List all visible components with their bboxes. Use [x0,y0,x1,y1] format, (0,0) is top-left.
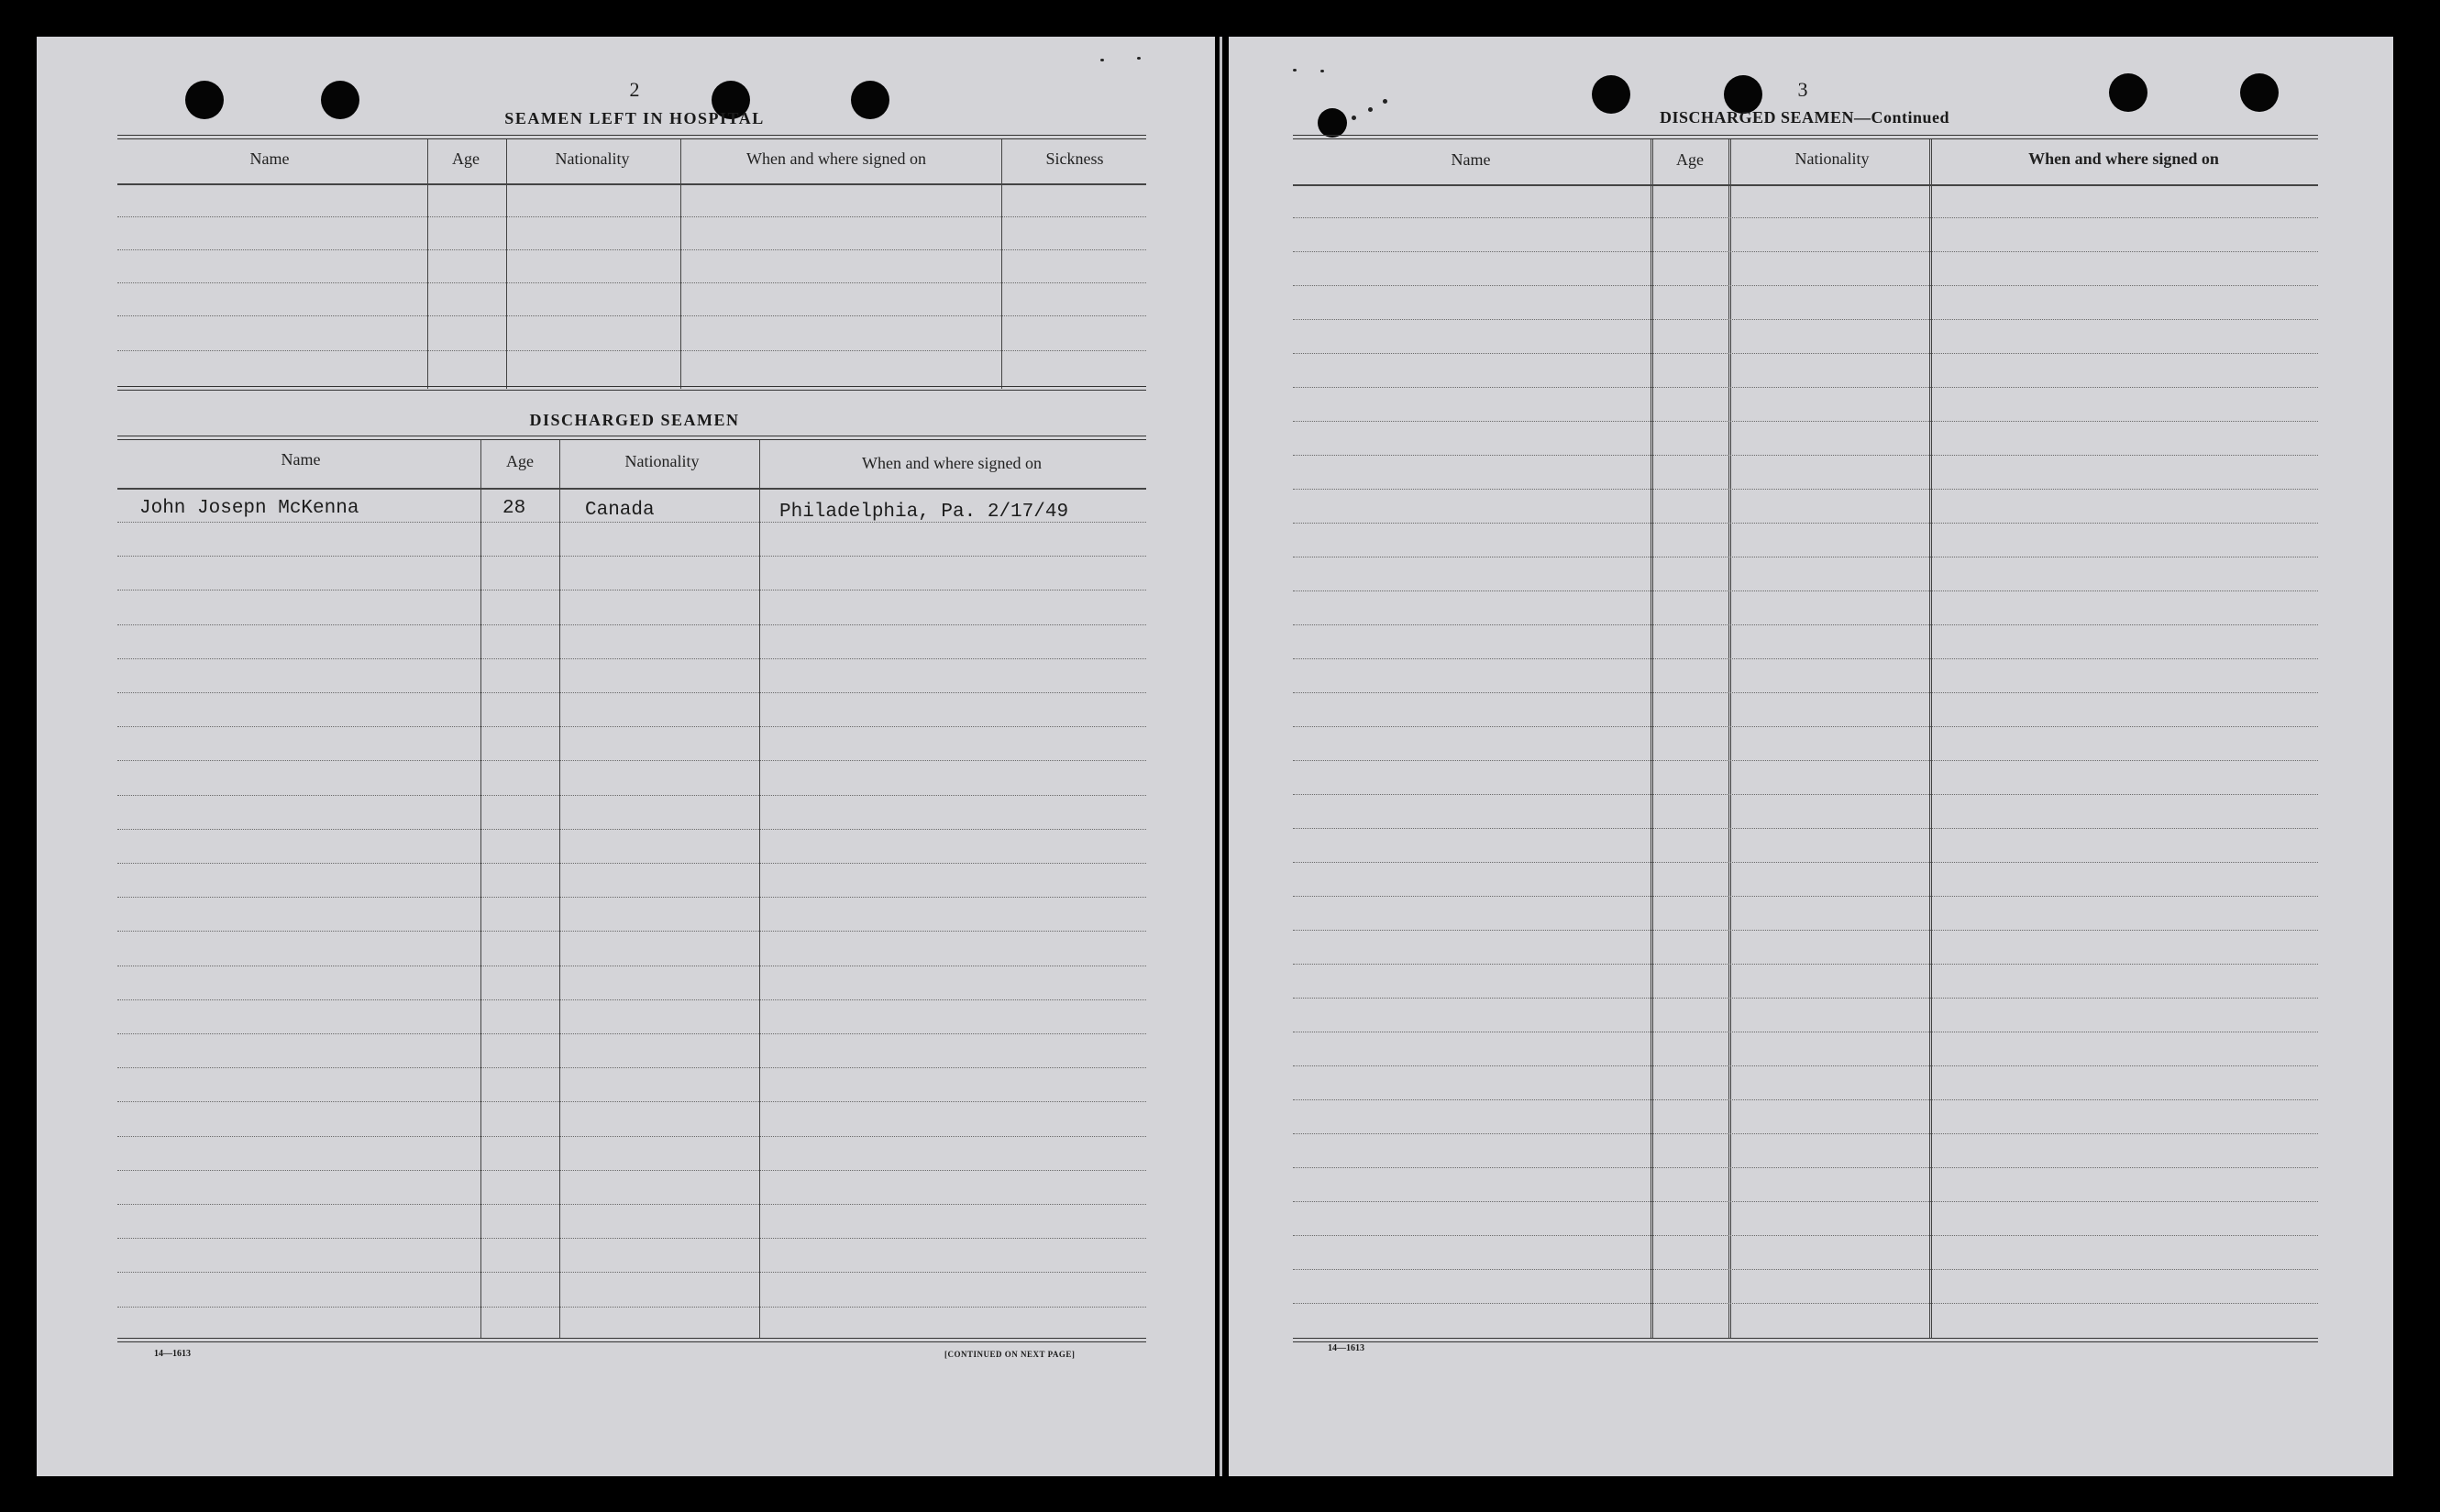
ruled-line [117,760,1146,761]
column-header-nationality: Nationality [624,452,700,470]
ruled-line [117,1136,1146,1137]
seaman-age: 28 [502,498,526,519]
punch-hole [2240,73,2279,112]
ruled-line [117,863,1146,864]
ruled-line [1293,251,2318,252]
section-title-discharged-continued: DISCHARGED SEAMEN—Continued [1659,108,1950,127]
ruled-line [1293,1303,2318,1304]
ruled-line [1293,1201,2318,1202]
column-header-signed-on: When and where signed on [2028,149,2219,168]
ruled-line [1293,285,2318,286]
ruled-line [117,692,1146,693]
page-fold [1220,37,1222,1476]
ruled-line [117,1307,1146,1308]
right-page [1229,37,2393,1476]
ink-speck [1100,59,1104,61]
ruled-line [1293,387,2318,388]
column-header-name: Name [249,149,290,168]
ruled-line [117,1238,1146,1239]
ruled-line [1293,421,2318,422]
ruled-line [117,1101,1146,1102]
ruled-line [117,1033,1146,1034]
ruled-line [1293,455,2318,456]
ruled-line [1293,794,2318,795]
left-page [37,37,1215,1476]
ruled-line [1293,1235,2318,1236]
ruled-line [1293,828,2318,829]
ruled-line [117,931,1146,932]
column-header-name: Name [1451,150,1491,169]
seaman-signed-on: Philadelphia, Pa. 2/17/49 [779,502,1069,523]
ruled-line [1293,896,2318,897]
page-number: 3 [1797,78,1808,101]
ruled-line [1293,726,2318,727]
seaman-name: John Josepn McKenna [139,498,359,519]
ruled-line [1293,862,2318,863]
page-number: 2 [629,78,640,101]
column-header-age: Age [506,452,534,470]
ruled-line [1293,998,2318,999]
ink-speck [1320,70,1324,72]
ruled-line [1293,624,2318,625]
ruled-line [1293,658,2318,659]
ruled-line [117,1170,1146,1171]
ruled-line [1293,1099,2318,1100]
seaman-nationality: Canada [585,500,655,521]
ruled-line [1293,353,2318,354]
ruled-line [1293,217,2318,218]
column-header-signed-on: When and where signed on [746,149,926,168]
ruled-line [117,522,1146,523]
continued-note: [CONTINUED ON NEXT PAGE] [944,1350,1076,1359]
ruled-line [1293,319,2318,320]
ruled-line [117,897,1146,898]
ink-speck [1137,57,1141,60]
ruled-line [1293,1133,2318,1134]
column-header-signed-on: When and where signed on [862,454,1042,472]
ink-speck [1293,69,1297,72]
punch-hole [2109,73,2147,112]
column-header-nationality: Nationality [555,149,630,168]
ruled-line [1293,1167,2318,1168]
column-header-nationality: Nationality [1794,149,1870,168]
column-header-name: Name [281,450,321,469]
ruled-line [1293,523,2318,524]
section-title-hospital: SEAMEN LEFT IN HOSPITAL [504,109,765,127]
ruled-line [117,658,1146,659]
form-code: 14—1613 [1328,1343,1364,1353]
ruled-line [1293,930,2318,931]
ruled-line [1293,760,2318,761]
punch-hole [321,81,359,119]
ink-speck [1383,99,1387,104]
column-header-age: Age [452,149,480,168]
ink-speck [1352,116,1356,120]
punch-hole [851,81,889,119]
ruled-line [117,829,1146,830]
ruled-line [1293,964,2318,965]
ruled-line [117,624,1146,625]
ruled-line [117,1272,1146,1273]
ruled-line [1293,590,2318,591]
form-code: 14—1613 [154,1349,191,1359]
punch-hole [185,81,224,119]
ruled-line [117,795,1146,796]
ruled-line [117,1204,1146,1205]
ruled-line [117,999,1146,1000]
ink-speck [1368,107,1373,112]
column-header-sickness: Sickness [1045,149,1104,168]
ruled-line [117,556,1146,557]
ruled-line [117,726,1146,727]
ruled-line [1293,489,2318,490]
ruled-line [117,1067,1146,1068]
section-title-discharged: DISCHARGED SEAMEN [529,411,740,429]
ruled-line [1293,692,2318,693]
punch-hole [1318,108,1347,138]
ruled-line [1293,1269,2318,1270]
column-header-age: Age [1676,150,1704,169]
punch-hole [1592,75,1630,114]
ruled-line [1293,1065,2318,1066]
